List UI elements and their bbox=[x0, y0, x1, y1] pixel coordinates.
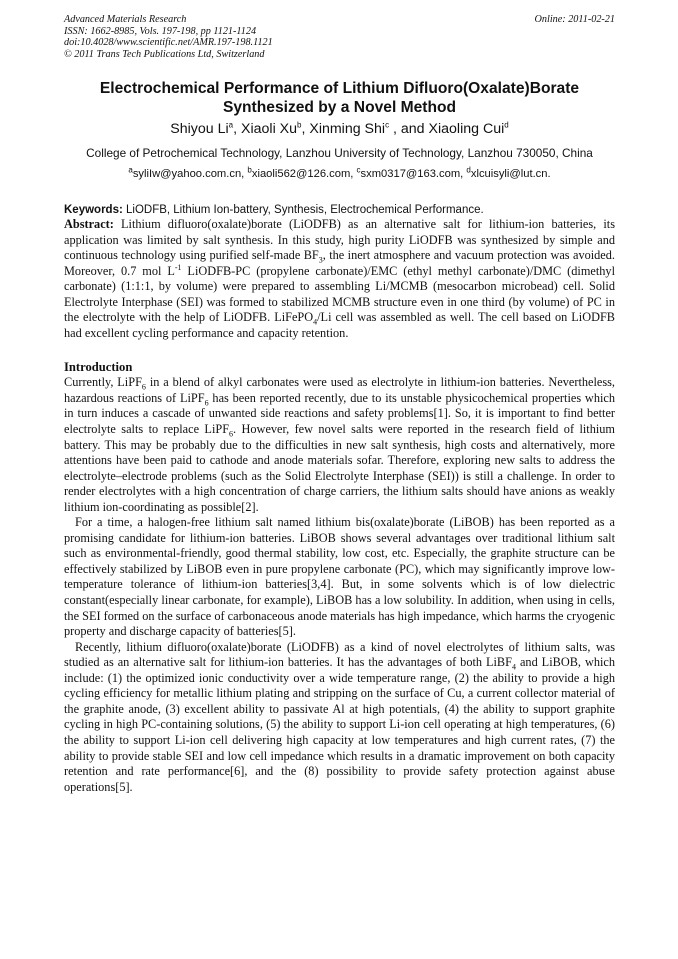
issn-line: ISSN: 1662-8985, Vols. 197-198, pp 1121-1124 bbox=[64, 25, 257, 37]
abstract-text-1: Lithium difluoro(oxalate)borate (LiODFB) as an alternative salt for lithium-ion batteries, its application was limited by salt synthesis. In this study, high purity LiODFB was synthesized by simple and continuous technology using purified self-made BF bbox=[64, 217, 615, 263]
section-heading-introduction: Introduction bbox=[64, 360, 133, 375]
title-line-1: Electrochemical Performance of Lithium Difluoro(Oxalate)Borate bbox=[99, 80, 580, 97]
intro-paragraph-2: For a time, a halogen-free lithium salt named lithium bis(oxalate)borate (LiBOB) has been reported as a promising candidate for lithium-ion batteries. LiBOB shows several advantages over traditional lithium salt such as environmental-friendly, good thermal stability, low cost, etc. Especially, the graphite structure can be effectively stabilized by LiBOB even in pure propylene carbonate (PC), which may significantly improve low-temperature tolerance of lithium-ion batteries[3,4]. But, in some solvents which is of low dielectric constant(especially linear carbonate, for example), LiBOB has a low solubility. In addition, when using in cells, the SEI formed on the surface of carbonaceous anode materials has high impedance, which harms the cryogenic property and discharge capacity of batteries[5]. bbox=[64, 515, 615, 639]
author-list bbox=[64, 120, 615, 138]
author-3: Xinming Shi bbox=[309, 121, 386, 137]
journal-name: Advanced Materials Research bbox=[64, 14, 187, 25]
intro-p1-text-3: has been reported recently, due to its unstable physicochemical properties which in turn induces a cascade of unwanted side reactions and safety problems[1]. So, it is important to find better electrolyte salts to replace LiPF bbox=[64, 390, 615, 437]
author-3-mark: c bbox=[385, 120, 390, 130]
affiliation: College of Petrochemical Technology, Lanzhou University of Technology, Lanzhou 730050, China bbox=[86, 146, 593, 160]
author-sep-2: , bbox=[301, 121, 310, 137]
author-2: Xiaoli Xu bbox=[241, 121, 298, 137]
abstract-text-4: /Li cell was assembled as well. The cell based on LiODFB had excellent cycling performance and capacity retention. bbox=[64, 310, 615, 340]
keywords bbox=[64, 203, 615, 217]
abstract-label: Abstract: bbox=[64, 217, 114, 231]
author-emails bbox=[64, 167, 615, 181]
email-d: xlcuisyli@lut.cn. bbox=[470, 168, 551, 180]
author-sep-3: , and bbox=[389, 121, 429, 137]
online-date: Online: 2011-02-21 bbox=[534, 14, 615, 25]
title-line-2: Synthesized by a Novel Method bbox=[222, 98, 457, 116]
keywords-text: LiODFB, Lithium Ion-battery, Synthesis, Electrochemical Performance. bbox=[122, 204, 484, 216]
copyright-line: © 2011 Trans Tech Publications Ltd, Switzerland bbox=[64, 48, 265, 60]
author-1: Shiyou Li bbox=[170, 121, 229, 137]
journal-header bbox=[64, 14, 615, 60]
intro-p3-text-1: Recently, lithium difluoro(oxalate)borate (LiODFB) as a kind of novel electrolytes of lithium salts, was studied as an alternative salt for lithium-ion batteries. It has the advantages of both LiBF bbox=[64, 639, 615, 670]
intro-paragraph-3 bbox=[64, 640, 615, 795]
abstract-sub-1: 3 bbox=[318, 255, 323, 265]
author-1-mark: a bbox=[228, 120, 234, 130]
intro-p1-text-4: . However, few novel salts were reported in the research field of lithium battery. This may be probably due to the difficulties in new salt synthesis, high costs and alternatively, more attentions have been paid to cathode and anode materials sofar. Therefore, exploring new salts to address the electrolyte–electrode problems (such as the Solid Electrolyte Interphase (SEI)) is still a challenge. In order to render electrolytes with a high concentration of charge carriers, the lithium salts should have anions as weakly lithium ion-coordinating as possible[2]. bbox=[64, 422, 615, 514]
intro-paragraph-1 bbox=[64, 375, 615, 515]
author-4-mark: d bbox=[504, 120, 509, 130]
intro-p3-sub-1: 4 bbox=[511, 662, 516, 672]
doi-line: doi:10.4028/www.scientific.net/AMR.197-198.1121 bbox=[64, 37, 273, 48]
author-sep-1: , bbox=[233, 121, 242, 137]
abstract-sub-2: 4 bbox=[313, 317, 318, 327]
email-c-mark: c bbox=[356, 165, 361, 175]
abstract-text-3: LiODFB-PC (propylene carbonate)/EMC (ethyl methyl carbonate)/DMC (dimethyl carbonate) (1:1:1, by volume) were prepared to assembling Li/MCMB (mesocarbon microbead) cell. Solid Electrolyte Interphase (SEI) was formed to stabilized MCMB structure even in one third (by volume) of PC in the electrolyte with the help of LiODFB. LiFePO bbox=[64, 263, 615, 325]
email-c: sxm0317@163.com, bbox=[360, 168, 467, 180]
abstract bbox=[64, 217, 615, 341]
intro-p3-text-2: and LiBOB, which include: (1) the optimized ionic conductivity over a wide temperature range, (2) the ability to provide a high cycling efficiency for metallic lithium plating and stripping on the surface of Cu, a current collector material of the graphite anode, (3) excellent ability to passivate Al at high potentials, (4) the ability to support graphite cycling in high PC-containing solutions, (5) the ability to support Li-ion cell operating at high temperatures, (6) the ability to support Li-ion cell delivering high capacity at low temperatures and high current rates, (7) the ability to provide stable SEI and low cell impedance which results in a dramatic improvement on both capacity retention and rate performance[6], and the (8) possibility to provide safety protection against abuse operations[5]. bbox=[64, 655, 615, 794]
intro-p1-sub-3: 6 bbox=[229, 429, 234, 439]
email-b-mark: b bbox=[247, 165, 252, 175]
email-b: xiaoli562@126.com, bbox=[251, 168, 357, 180]
keywords-label: Keywords: bbox=[64, 204, 123, 216]
intro-p1-sub-1: 6 bbox=[141, 382, 146, 392]
author-4: Xiaoling Cui bbox=[428, 121, 505, 137]
abstract-text-2: , the inert atmosphere and vacuum protection was avoided. Moreover, 0.7 mol L bbox=[64, 248, 615, 278]
intro-p1-text-1: Currently, LiPF bbox=[64, 375, 142, 390]
paper-title bbox=[64, 80, 615, 117]
email-a: syliIw@yahoo.com.cn, bbox=[132, 168, 248, 180]
intro-p1-text-2: in a blend of alkyl carbonates were used as electrolyte in lithium-ion batteries. Nevertheless, hazardous reactions of LiPF bbox=[64, 375, 616, 405]
email-d-mark: d bbox=[466, 165, 471, 175]
abstract-sup-1: -1 bbox=[174, 262, 182, 272]
author-2-mark: b bbox=[297, 120, 302, 130]
email-a-mark: a bbox=[128, 165, 133, 175]
intro-p1-sub-2: 6 bbox=[204, 398, 209, 408]
